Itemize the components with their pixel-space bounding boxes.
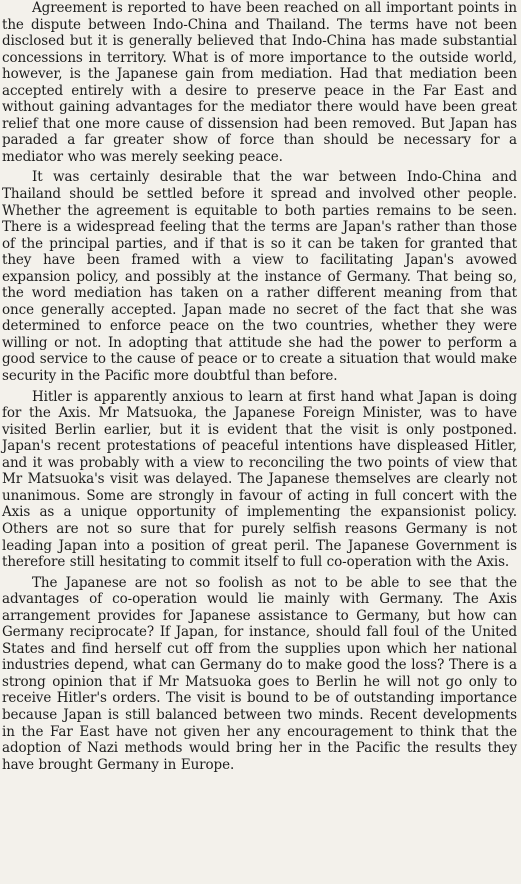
article-paragraph-4: The Japanese are not so foolish as not to be able to see that the advantages of co-operation would lie mainly with Germany. The Axis arrangement provides for Japanese assistance to Germany, but how can Germany reciprocate? If Japan, for instance, should fall foul of the United States and find herself cut off from the supplies upon which her national industries depend, what can Germany do to make good the loss? There is a strong opinion that if Mr Matsuoka goes to Berlin he will not go only to receive Hitler's orders. The visit is bound to be of outstanding importance because Japan is still balanced between two minds. Recent developments in the Far East have not given her any encouragement to think that the adoption of Nazi methods would bring her in the Pacific the results they have brought Germany in Europe.	[2, 574, 517, 773]
article-paragraph-1: Agreement is reported to have been reached on all important points in the dispute between Indo-China and Thailand. The terms have not been disclosed but it is generally believed that Indo-China has made substantial concessions in territory. What is of more importance to the outside world, however, is the Japanese gain from mediation. Had that mediation been accepted entirely with a desire to preserve peace in the Far East and without gaining advantages for the mediator there would have been great relief that one more cause of dissension had been removed. But Japan has paraded a far greater show of force than should be necessary for a mediator who was merely seeking peace.	[2, 0, 517, 165]
article-paragraph-3: Hitler is apparently anxious to learn at first hand what Japan is doing for the Axis. Mr Matsuoka, the Japanese Foreign Minister, was to have visited Berlin earlier, but it is evident that the visit is only postponed. Japan's recent protestations of peaceful intentions have displeased Hitler, and it was probably with a view to reconciling the two points of view that Mr Matsuoka's visit was delayed. The Japanese themselves are clearly not unanimous. Some are strongly in favour of acting in full concert with the Axis as a unique opportunity of implementing the expansionist policy. Others are not so sure that for purely selfish reasons Germany is not leading Japan into a position of great peril. The Japanese Government is therefore still hesitating to commit itself to full co-operation with the Axis.	[2, 388, 517, 571]
article-paragraph-2: It was certainly desirable that the war between Indo-China and Thailand should be settled before it spread and involved other people. Whether the agreement is equitable to both parties remains to be seen. There is a widespread feeling that the terms are Japan's rather than those of the principal parties, and if that is so it can be taken for granted that they have been framed with a view to facilitating Japan's avowed expansion policy, and possibly at the instance of Germany. That being so, the word mediation has taken on a rather different meaning from that once generally accepted. Japan made no secret of the fact that she was determined to enforce peace on the two countries, whether they were willing or not. In adopting that attitude she had the power to perform a good service to the cause of peace or to create a situation that would make security in the Pacific more doubtful than before.	[2, 169, 517, 385]
editorial-article	[2, 0, 517, 773]
